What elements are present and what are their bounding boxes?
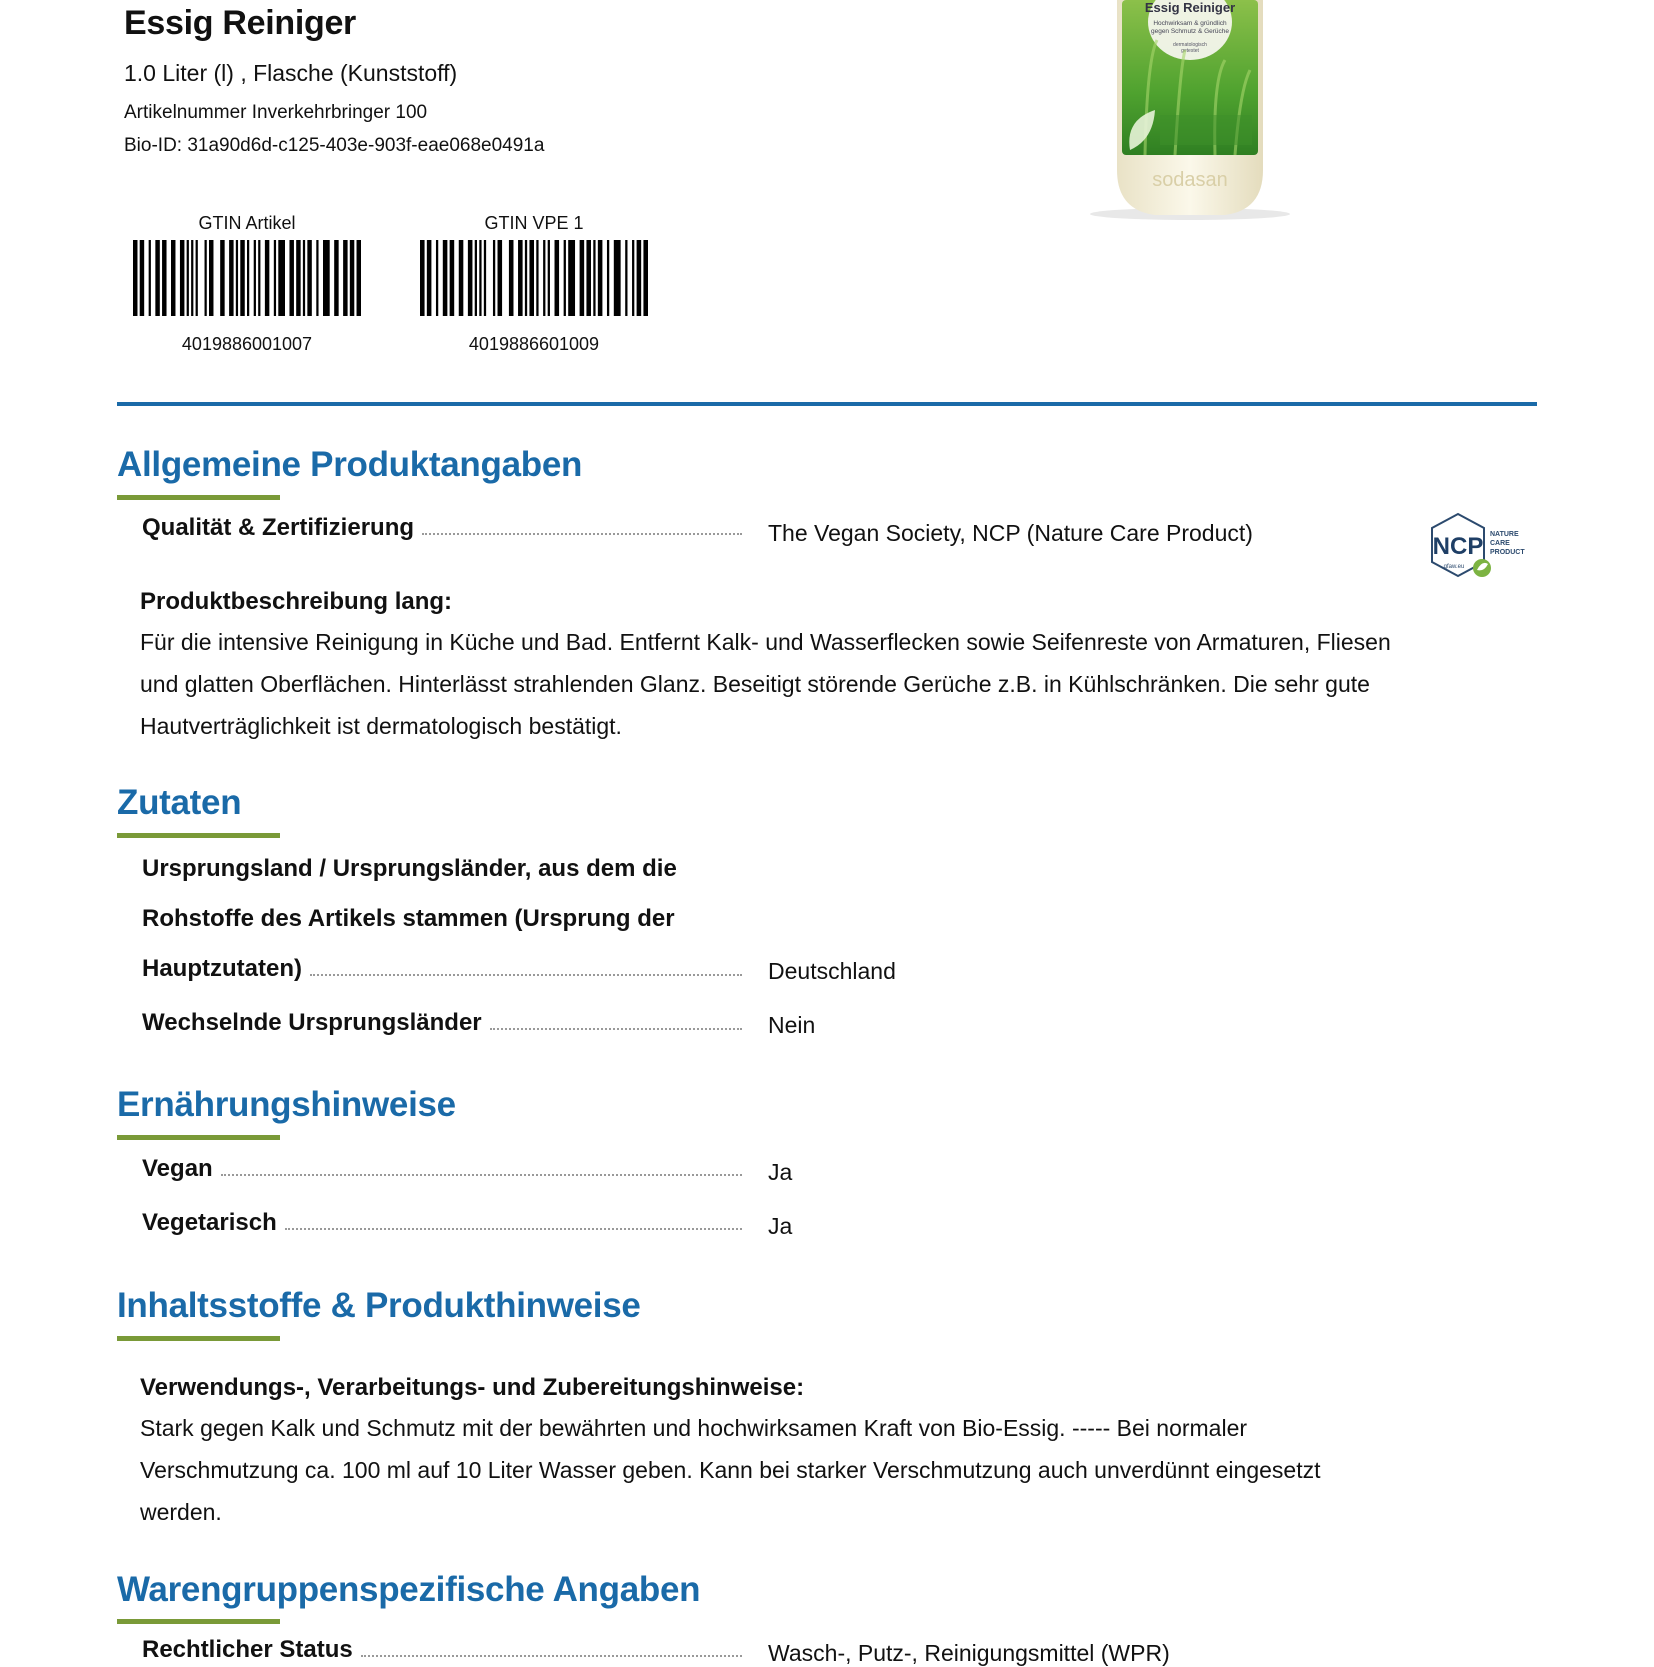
bottle-label-line: gegen Schmutz & Gerüche (1150, 28, 1230, 35)
barcode-bar (289, 240, 293, 316)
section-title-ingredients: Zutaten (117, 783, 242, 822)
origin-label-line3: Hauptzutaten) (142, 955, 302, 982)
product-title: Essig Reiniger (124, 4, 356, 42)
barcode-bar (484, 240, 486, 316)
ncp-line: CARE (1490, 540, 1510, 547)
barcode-bar (187, 240, 189, 316)
barcode-bar (196, 240, 198, 316)
description-heading: Produktbeschreibung lang: (140, 588, 453, 615)
bottle-brand: sodasan (1152, 169, 1228, 191)
product-bottle-image (1085, 0, 1295, 222)
section-title-category: Warengruppenspezifische Angaben (117, 1570, 701, 1609)
barcode-bar (479, 240, 481, 316)
origin-label-line1: Ursprungsland / Ursprungsländer, aus dem die (142, 855, 677, 882)
barcode-gtin-vpe (414, 213, 654, 355)
barcode-bar (593, 240, 595, 316)
section-title-nutrition: Ernährungshinweise (117, 1085, 456, 1124)
barcode-bar (180, 240, 184, 316)
barcode-bar (258, 240, 260, 316)
barcode-bar (357, 240, 361, 316)
quality-row (142, 514, 742, 542)
barcode-image (420, 240, 648, 316)
usage-text: Stark gegen Kalk und Schmutz mit der bewährten und hochwirksamen Kraft von Bio-Essig. ----- Bei normaler Verschmutzung ca. 100 ml auf 10 Liter Wasser geben. Kann bei starker Verschmutzung auch unverdünnt eingesetzt werden. (140, 1415, 1321, 1525)
legal-status-label: Rechtlicher Status (142, 1636, 353, 1663)
barcode-bar (475, 240, 477, 316)
barcode-bar (450, 240, 455, 316)
barcode-bar (468, 240, 473, 316)
quality-value: The Vegan Society, NCP (Nature Care Product) (768, 520, 1253, 546)
section-underline (117, 1619, 280, 1624)
barcode-bar (343, 240, 347, 316)
barcode-bar (586, 240, 591, 316)
leader-dots (422, 533, 742, 535)
section-underline (117, 833, 280, 838)
bottle-label-line: getestet (1181, 48, 1199, 54)
barcode-bar (548, 240, 550, 316)
leader-dots (285, 1228, 742, 1230)
barcode-bar (436, 240, 438, 316)
barcode-bar (529, 240, 534, 316)
barcode-bar (191, 240, 193, 316)
origin-value: Deutschland (768, 958, 896, 984)
barcode-bar (459, 240, 464, 316)
changing-origin-label: Wechselnde Ursprungsländer (142, 1009, 482, 1036)
barcode-bar (498, 240, 503, 316)
quality-label: Qualität & Zertifizierung (142, 514, 415, 541)
section-underline (117, 1135, 280, 1140)
barcode-bar (518, 240, 523, 316)
barcode-bar (568, 240, 575, 316)
barcode-label: GTIN VPE 1 (484, 213, 584, 233)
vegetarian-label: Vegetarisch (142, 1209, 277, 1236)
ncp-line: PRODUCT (1490, 549, 1525, 556)
barcode-bar (543, 240, 545, 316)
barcode-bar (564, 240, 566, 316)
barcode-bar (240, 240, 244, 316)
vegan-row (142, 1155, 742, 1183)
barcode-bar (254, 240, 256, 316)
barcode-bar (133, 240, 137, 316)
barcode-bar (307, 240, 311, 316)
barcode-bar (220, 240, 224, 316)
barcode-bar (229, 240, 233, 316)
changing-origin-row (142, 1009, 742, 1037)
barcode-bar (555, 240, 560, 316)
section-title-contents: Inhaltsstoffe & Produkthinweise (117, 1286, 641, 1325)
barcode-bar (509, 240, 514, 316)
section-underline (117, 1336, 280, 1341)
barcode-bar (580, 240, 585, 316)
legal-status-row (142, 1636, 742, 1664)
barcode-label: GTIN Artikel (198, 213, 296, 233)
barcode-bar (323, 240, 330, 316)
section-underline (117, 495, 280, 500)
barcode-bar (643, 240, 648, 316)
barcode-image (133, 240, 361, 316)
barcode-bar (632, 240, 634, 316)
usage-heading: Verwendungs-, Verarbeitungs- und Zubereitungshinweise: (140, 1374, 805, 1401)
origin-label-line2: Rohstoffe des Artikels stammen (Ursprung der (142, 905, 675, 932)
bio-id: Bio-ID: 31a90d6d-c125-403e-903f-eae068e0491a (124, 135, 545, 156)
ncp-big-text: NCP (1432, 533, 1484, 560)
vegetarian-row (142, 1209, 742, 1237)
origin-row (142, 955, 742, 983)
barcode-bar (274, 240, 276, 316)
bottle-label-line: dermatologisch (1173, 42, 1207, 48)
ncp-small: gfaw.eu (1443, 564, 1465, 570)
barcode-bar (316, 240, 318, 316)
barcode-bar (278, 240, 285, 316)
barcode-bar (303, 240, 305, 316)
barcode-bar (625, 240, 627, 316)
leader-dots (490, 1028, 742, 1030)
barcode-bar (493, 240, 495, 316)
barcode-number: 4019886601009 (468, 334, 600, 354)
description-text: Für die intensive Reinigung in Küche und Bad. Entfernt Kalk- und Wasserflecken sowie Seifenreste von Armaturen, Fliesen und glatten Oberflächen. Hinterlässt strahlenden Glanz. Beseitigt störende Gerüche z.B. in Kühlschränken. Die sehr gute Hautverträglichkeit ist dermatologisch bestätigt. (140, 629, 1391, 739)
barcode-bar (614, 240, 621, 316)
vegan-label: Vegan (142, 1155, 213, 1182)
bottle-label-line: Hochwirksam & gründlich (1153, 20, 1227, 27)
barcode-bar (236, 240, 238, 316)
barcode-bar (205, 240, 207, 316)
barcode-bar (420, 240, 425, 316)
changing-origin-value: Nein (768, 1012, 816, 1038)
barcode-bar (171, 240, 175, 316)
barcode-bar (296, 240, 300, 316)
barcode-bar (247, 240, 249, 316)
ncp-line: NATURE (1490, 531, 1519, 538)
header-divider (117, 402, 1537, 406)
barcode-bar (140, 240, 144, 316)
leader-dots (361, 1655, 742, 1657)
barcode-bar (536, 240, 538, 316)
barcode-bar (265, 240, 269, 316)
article-number: Artikelnummer Inverkehrbringer 100 (124, 102, 428, 123)
barcode-bar (607, 240, 609, 316)
barcode-bar (334, 240, 338, 316)
barcode-gtin-article (127, 213, 367, 355)
barcode-bar (149, 240, 151, 316)
volume-line: 1.0 Liter (l) , Flasche (Kunststoff) (124, 60, 458, 86)
leader-dots (310, 974, 742, 976)
barcode-number: 4019886001007 (181, 334, 313, 354)
barcode-bar (637, 240, 642, 316)
leader-dots (221, 1174, 742, 1176)
barcode-bar (209, 240, 213, 316)
ncp-badge-icon (1428, 512, 1528, 580)
section-title-general: Allgemeine Produktangaben (117, 445, 583, 484)
barcode-bar (155, 240, 159, 316)
barcode-bar (350, 240, 354, 316)
vegetarian-value: Ja (768, 1213, 793, 1239)
barcode-bar (162, 240, 166, 316)
legal-status-value: Wasch-, Putz-, Reinigungsmittel (WPR) (768, 1640, 1170, 1666)
vegan-value: Ja (768, 1159, 793, 1185)
barcode-bar (443, 240, 448, 316)
bottle-label-title: Essig Reiniger (1144, 0, 1236, 15)
barcode-bar (598, 240, 603, 316)
barcode-bar (525, 240, 527, 316)
barcode-bar (427, 240, 432, 316)
